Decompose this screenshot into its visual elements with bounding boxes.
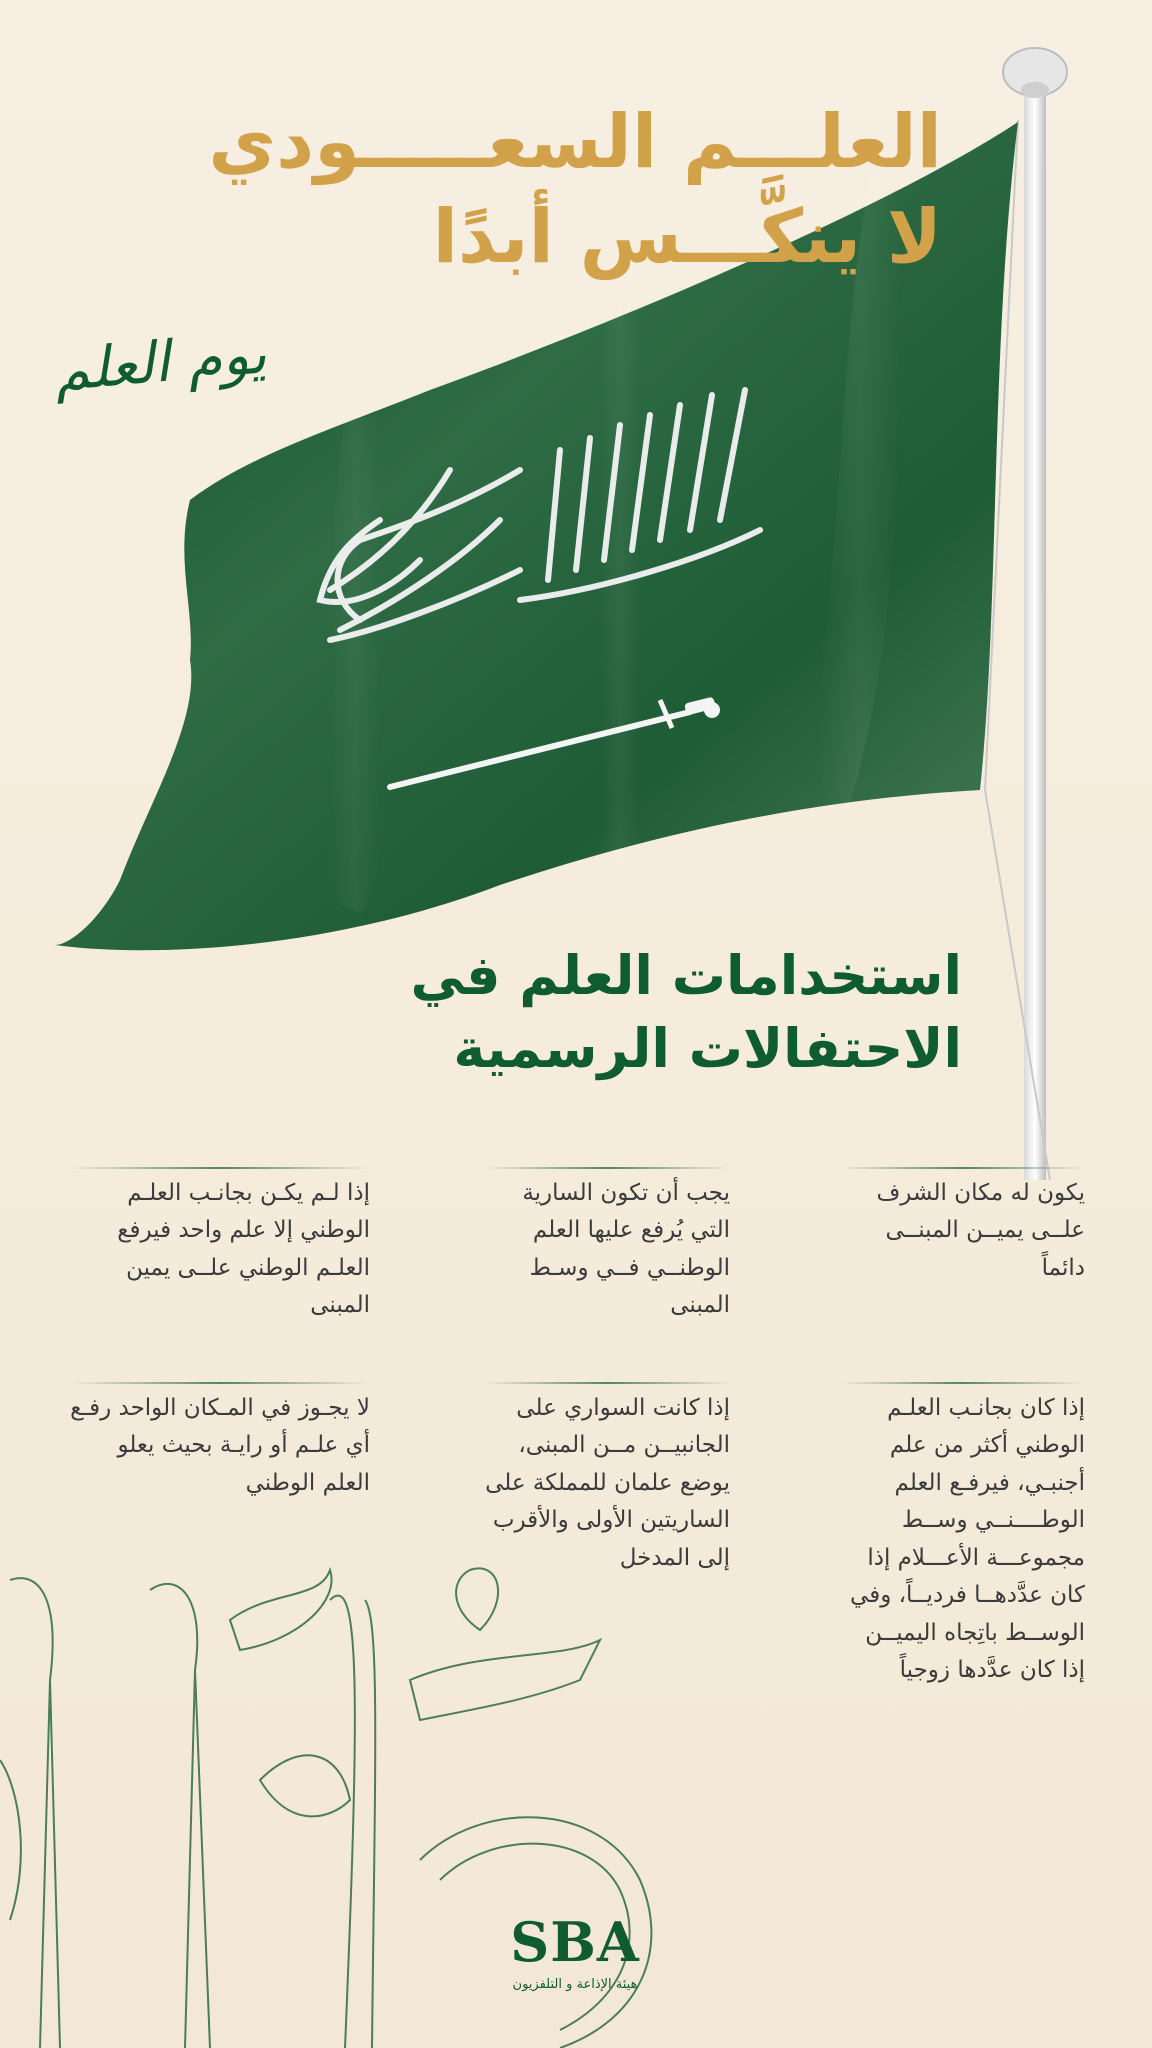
usage-card-6 [70, 1390, 370, 1502]
sba-logo-subtitle: هيئة الإذاعة و التلفزيون [512, 1977, 638, 1992]
usage-card-3 [70, 1175, 370, 1325]
usage-card-text: إذا كانت السواري على الجانبيــن مــن المبنى، يوضع علمان للمملكة على الساريتين الأولى والأقرب إلى المدخل [485, 1395, 730, 1571]
usage-card-text: يجب أن تكون السارية التي يُرفع عليها العلم الوطنــي فــي وسـط المبنى [522, 1180, 730, 1319]
usage-card-5 [485, 1390, 730, 1577]
section-title-line-2: الاحتفالات الرسمية [453, 1016, 962, 1080]
flag-day-calligraphy: يوم العلم [51, 321, 269, 405]
usage-card-text: إذا كان بجانـب العلـم الوطني أكثر من علم أجنبـي، فيرفـع العلم الوطــــنــي وســط مجموعـــة الأعـــلام إذا كان عدَّدهــا فرديــاً، وفي الوســط باتِجاه اليميــن إذا كان عدَّدها زوجياً [850, 1395, 1085, 1684]
usage-card-1 [840, 1175, 1085, 1287]
sba-logo-mark: SBA [510, 1910, 640, 1974]
usage-card-text: إذا لـم يكـن بجانـب العلـم الوطني إلا علم واحد فيرفع العلـم الوطني علــى يمين المبنى [117, 1180, 370, 1319]
card-divider [840, 1167, 1085, 1169]
card-divider [485, 1167, 730, 1169]
usage-card-4 [840, 1390, 1085, 1690]
headline-line-1: العلـــم السعـــــودي [208, 99, 942, 185]
card-divider [70, 1382, 370, 1384]
usage-card-2 [485, 1175, 730, 1325]
usage-card-text: لا يجـوز في المـكان الواحد رفـع أي علـم أو رايـة بحيث يعلو العلم الوطني [70, 1395, 370, 1496]
sba-logo [500, 1910, 650, 1992]
card-divider [70, 1167, 370, 1169]
headline [62, 100, 942, 280]
card-divider [840, 1382, 1085, 1384]
section-title-line-1: استخدامات العلم في [410, 944, 962, 1007]
headline-line-2: لا ينكَّـــس أبدًا [432, 194, 942, 281]
card-divider [485, 1382, 730, 1384]
usage-card-text: يكون له مكان الشرف علــى يميــن المبنــى دائماً [876, 1180, 1085, 1281]
section-title [242, 940, 962, 1086]
